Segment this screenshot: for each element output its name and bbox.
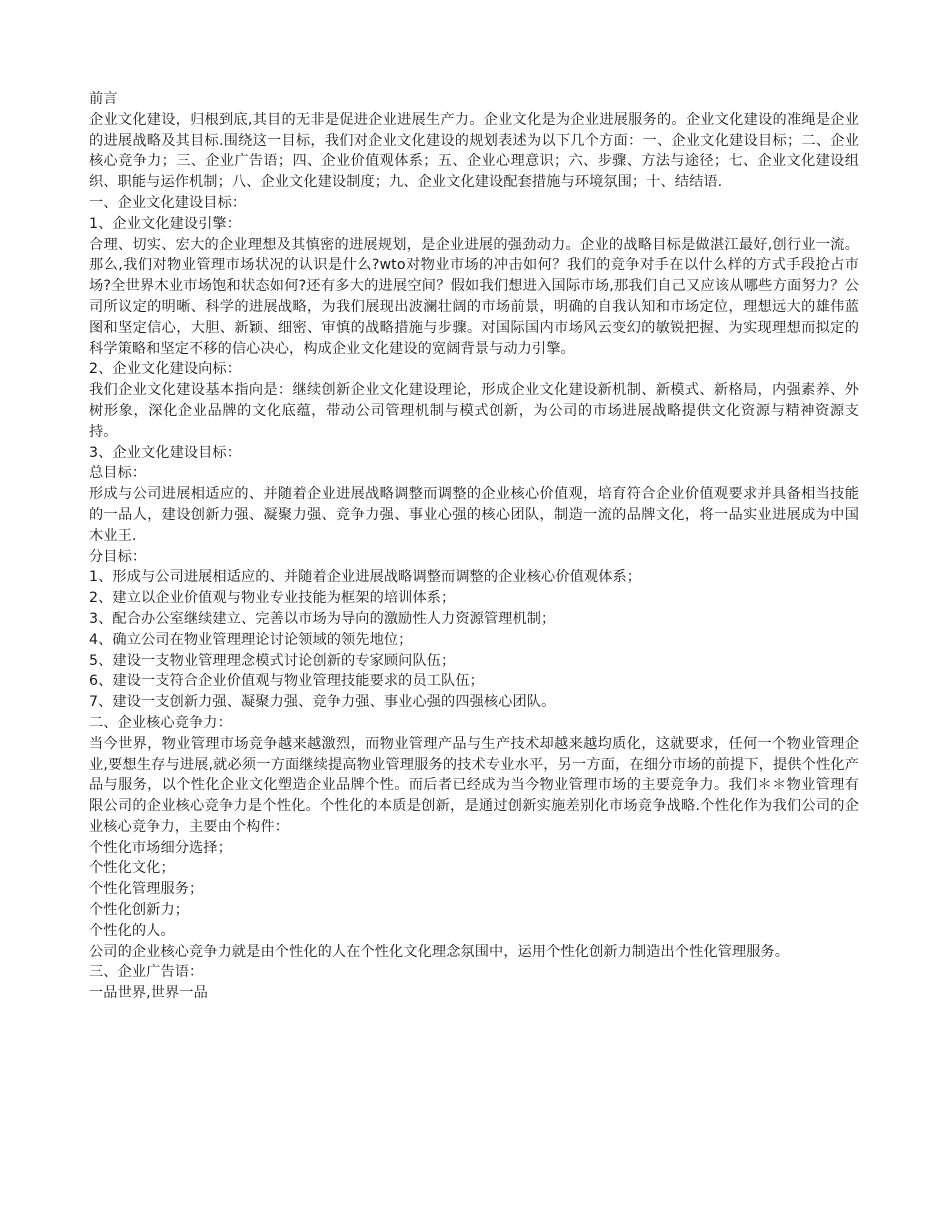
body-paragraph: 合理、切实、宏大的企业理想及其慎密的进展规划，是企业进展的强劲动力。企业的战略目标是做湛江最好,创行业一流。那么,我们对物业管理市场状况的认识是什么?wto对物业市场的冲击如何？我们的竞争对手在以什么样的方式手段抢占市场?全世界木业市场饱和状态如何?还有多大的进展空间？假如我们想进入国际市场,那我们自己又应该从哪些方面努力？公司所议定的明晰、科学的进展战略，为我们展现出波澜壮阔的市场前景，明确的自我认知和市场定位，理想远大的雄伟蓝图和坚定信心，大胆、新颖、细密、审慎的战略措施与步骤。对国际国内市场风云变幻的敏锐把握、为实现理想而拟定的科学策略和坚定不移的信心决心，构成企业文化建设的宽阔背景与动力引擎。 bbox=[89, 236, 859, 357]
body-paragraph: 当今世界，物业管理市场竞争越来越激烈，而物业管理产品与生产技术却越来越均质化，这就要求，任何一个物业管理企业,要想生存与进展,就必须一方面继续提高物业管理服务的技术专业水平，另一方面，在细分市场的前提下，提供个性化产品与服务，以个性化企业文化塑造企业品牌个性。而后者已经成为当今物业管理市场的主要竞争力。我们＊＊物业管理有限公司的企业核心竞争力是个性化。个性化的本质是创新，是通过创新实施差别化市场竞争战略.个性化作为我们公司的企业核心竞争力，主要由个构件： bbox=[89, 735, 859, 835]
list-item: 个性化的人。 bbox=[89, 922, 175, 939]
list-item: 3、配合办公室继续建立、完善以市场为导向的激励性人力资源管理机制； bbox=[89, 610, 556, 627]
subsection-heading-1-2: 2、企业文化建设向标： bbox=[89, 361, 242, 378]
body-paragraph: 形成与公司进展相适应的、并随着企业进展战略调整而调整的企业核心价值观，培育符合企业价值观要求并具备相当技能的一品人，建设创新力强、凝聚力强、竞争力强、事业心强的核心团队，制造一流的品牌文化，将一品实业进展成为中国木业王. bbox=[89, 486, 859, 544]
section-heading-1: 一、企业文化建设目标： bbox=[89, 194, 247, 211]
sub-goals-label: 分目标： bbox=[89, 548, 147, 565]
list-item: 4、确立公司在物业管理理论讨论领域的领先地位； bbox=[89, 631, 413, 648]
list-item: 2、建立以企业价值观与物业专业技能为框架的培训体系； bbox=[89, 590, 456, 607]
list-item: 个性化文化； bbox=[89, 860, 175, 877]
overall-goal-label: 总目标： bbox=[89, 465, 147, 482]
list-item: 个性化市场细分选择； bbox=[89, 839, 232, 856]
section-heading-2: 二、企业核心竞争力： bbox=[89, 714, 232, 731]
preface-paragraph: 企业文化建设，归根到底,其目的无非是促进企业进展生产力。企业文化是为企业进展服务的。企业文化建设的准绳是企业的进展战略及其目标.围绕这一目标，我们对企业文化建设的规划表述为以下几个方面：一、企业文化建设目标；二、企业核心竞争力；三、企业广告语；四、企业价值观体系；五、企业心理意识；六、步骤、方法与途径；七、企业文化建设组织、职能与运作机制；八、企业文化建设制度；九、企业文化建设配套措施与环境氛围；十、结结语. bbox=[89, 111, 859, 191]
list-item: 1、形成与公司进展相适应的、并随着企业进展战略调整而调整的企业核心价值观体系； bbox=[89, 569, 642, 586]
list-item: 5、建设一支物业管理理念模式讨论创新的专家顾问队伍； bbox=[89, 652, 456, 669]
list-item: 个性化创新力； bbox=[89, 902, 190, 919]
list-item: 6、建设一支符合企业价值观与物业管理技能要求的员工队伍； bbox=[89, 673, 484, 690]
preface-heading: 前言 bbox=[89, 91, 118, 107]
subsection-heading-1-1: 1、企业文化建设引擎： bbox=[89, 215, 242, 232]
list-item: 7、建设一支创新力强、凝聚力强、竞争力强、事业心强的四强核心团队。 bbox=[89, 694, 556, 711]
slogan-text: 一品世界,世界一品 bbox=[89, 985, 208, 1002]
list-item: 个性化管理服务； bbox=[89, 881, 204, 898]
document-body bbox=[89, 89, 859, 1004]
section-heading-3: 三、企业广告语： bbox=[89, 964, 204, 981]
subsection-heading-1-3: 3、企业文化建设目标： bbox=[89, 444, 242, 461]
body-paragraph: 公司的企业核心竞争力就是由个性化的人在个性化文化理念氛围中，运用个性化创新力制造出个性化管理服务。 bbox=[89, 943, 790, 960]
body-paragraph: 我们企业文化建设基本指向是：继续创新企业文化建设理论，形成企业文化建设新机制、新模式、新格局，内强素养、外树形象，深化企业品牌的文化底蕴，带动公司管理机制与模式创新，为公司的市场进展战略提供文化资源与精神资源支持。 bbox=[89, 382, 859, 440]
